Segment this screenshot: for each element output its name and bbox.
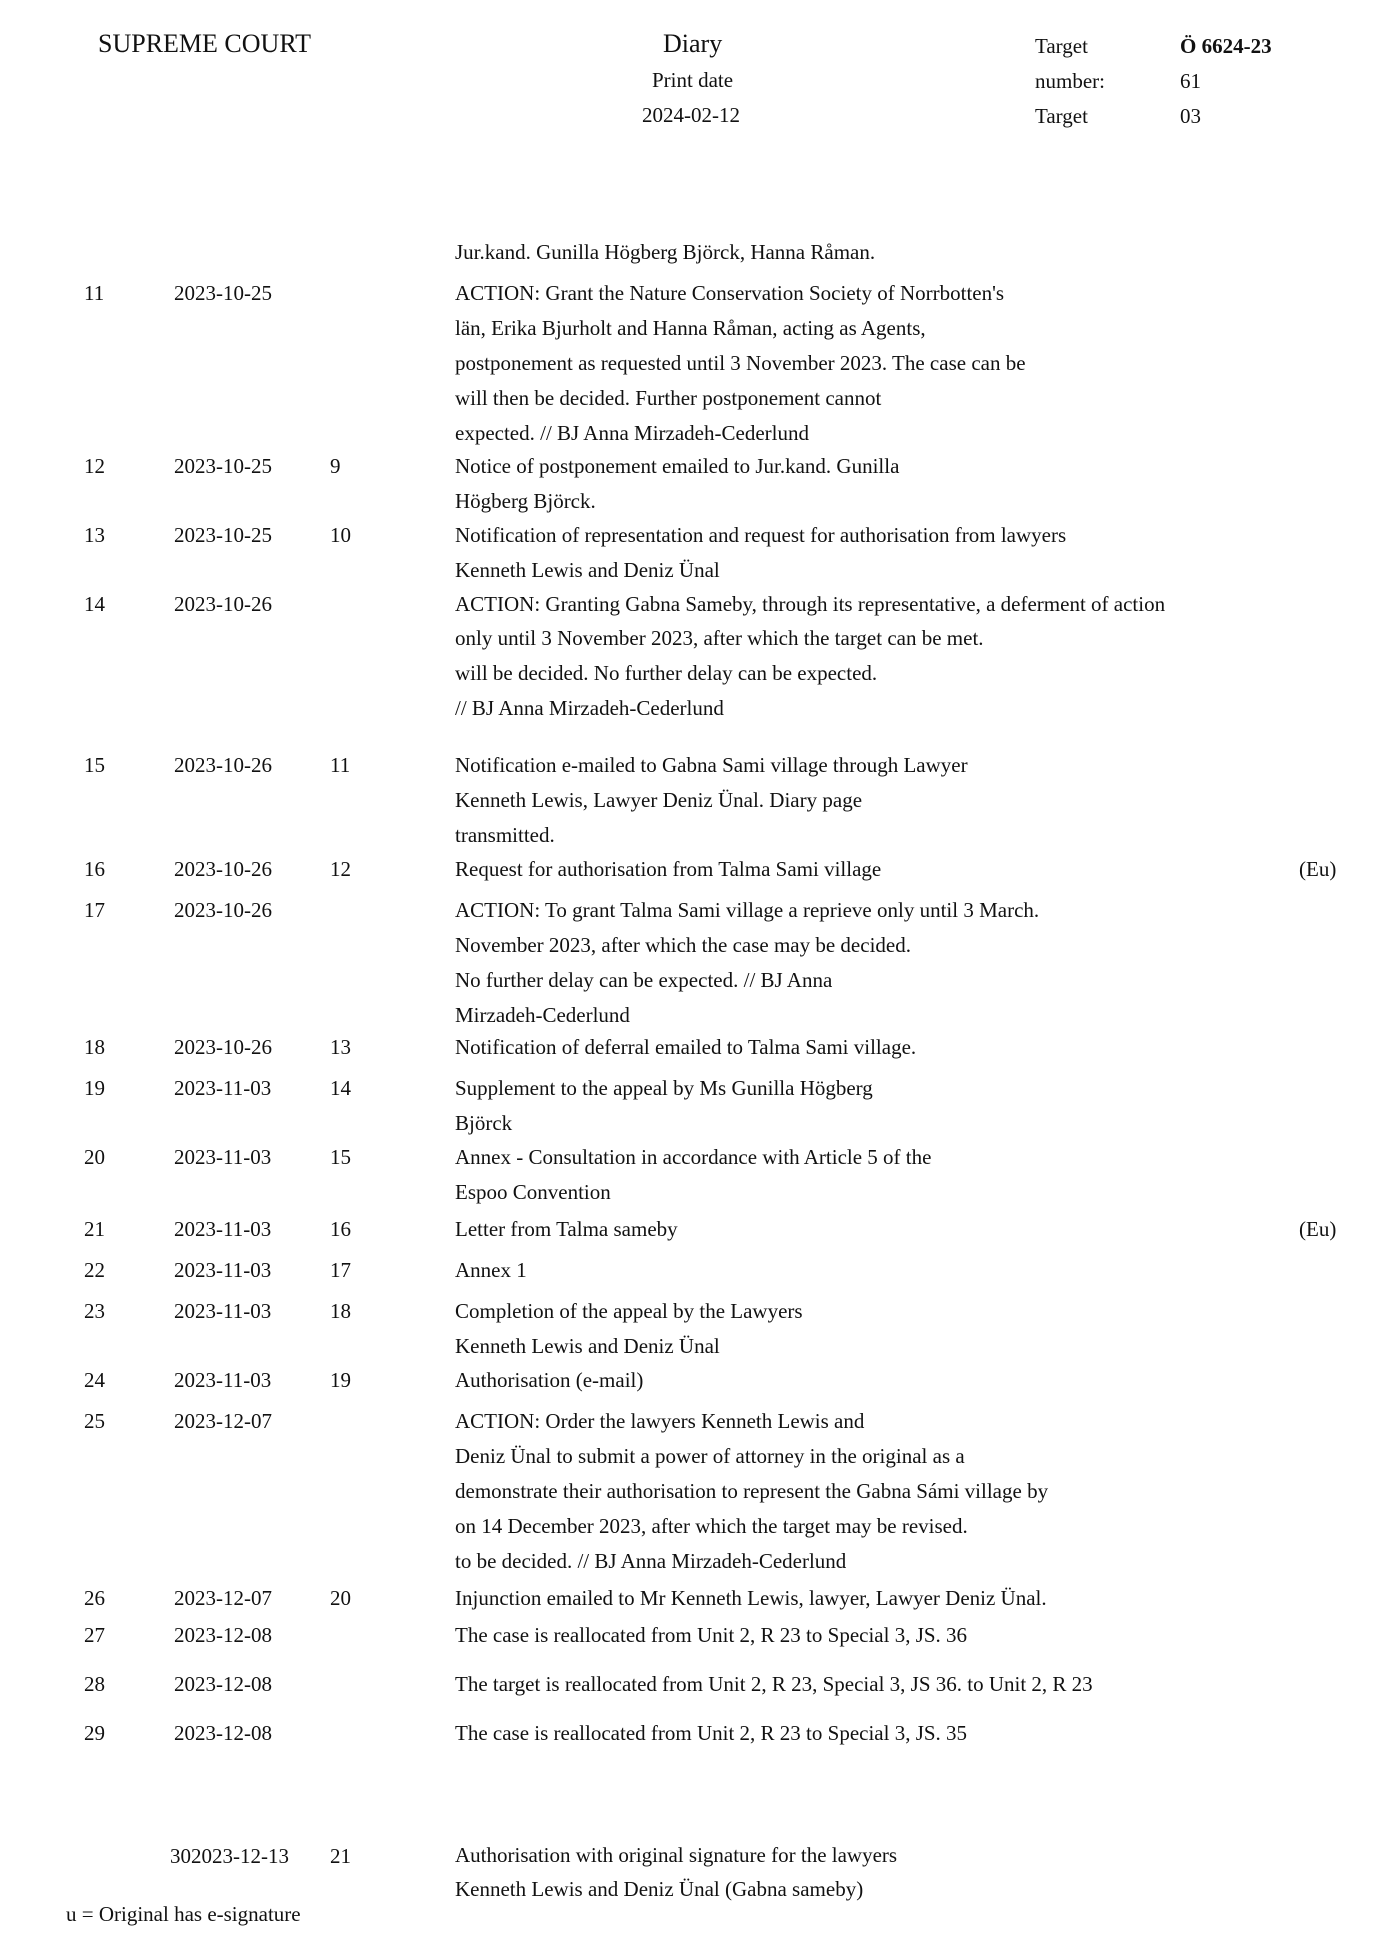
entry-number: 19: [84, 1076, 105, 1100]
entry-number: 20: [84, 1145, 105, 1169]
entry-text: [455, 1294, 1195, 1364]
entry-date: 2023-12-07: [174, 1586, 272, 1610]
entry-text: [455, 1253, 1195, 1288]
entry-text-line: Notification e-mailed to Gabna Sami village through Lawyer: [455, 753, 968, 777]
entry-number: 18: [84, 1035, 105, 1059]
entry-document-number: 19: [330, 1368, 351, 1392]
entry-text-line: November 2023, after which the case may be decided.: [455, 933, 911, 957]
last-entry-doc: 21: [330, 1844, 351, 1868]
entry-text-line: transmitted.: [455, 823, 555, 847]
entry-date: 2023-10-26: [174, 592, 272, 616]
entry-document-number: 20: [330, 1586, 351, 1610]
entry-text-line: Injunction emailed to Mr Kenneth Lewis, lawyer, Lawyer Deniz Ünal.: [455, 1586, 1047, 1610]
entry-text-line: län, Erika Bjurholt and Hanna Råman, acting as Agents,: [455, 316, 926, 340]
entry-text-line: Kenneth Lewis and Deniz Ünal: [455, 558, 720, 582]
entry-number: 27: [84, 1623, 105, 1647]
entry-text: [455, 1667, 1195, 1701]
entry-number: 16: [84, 857, 105, 881]
entry-text: [455, 587, 1195, 726]
entry-number: 23: [84, 1299, 105, 1323]
entry-text-line: The case is reallocated from Unit 2, R 23 to Special 3, JS. 36: [455, 1623, 968, 1647]
entry-document-number: 15: [330, 1145, 351, 1169]
entry-text: [455, 852, 1195, 887]
entry-text: [455, 1363, 1195, 1398]
entry-date: 2023-11-03: [174, 1145, 272, 1169]
entry-text-line: Completion of the appeal by the Lawyers: [455, 1299, 803, 1323]
target-label-2: Target: [1035, 104, 1088, 128]
entry-text: [455, 518, 1195, 588]
entry-document-number: 17: [330, 1258, 351, 1282]
entry-text-line: only until 3 November 2023, after which the target can be met.: [455, 626, 984, 650]
entry-text-line: demonstrate their authorisation to represent the Gabna Sámi village by: [455, 1479, 1049, 1503]
entry-text-line: ACTION: Grant the Nature Conservation Society of Norrbotten's: [455, 281, 1005, 305]
entry-text: [455, 1071, 1195, 1141]
entry-text-line: Supplement to the appeal by Ms Gunilla Högberg: [455, 1076, 873, 1100]
entry-text-line: Letter from Talma sameby: [455, 1217, 678, 1241]
entry-document-number: 10: [330, 523, 351, 547]
entry-number: 26: [84, 1586, 105, 1610]
number-label: number:: [1035, 69, 1105, 93]
entry-number: 25: [84, 1409, 105, 1433]
entry-date: 2023-10-26: [174, 753, 272, 777]
last-entry-number-date: 302023-12-13: [170, 1844, 289, 1868]
entry-text-line: Request for authorisation from Talma Sami village: [455, 857, 882, 881]
entry-text-line: Notification of deferral emailed to Talma Sami village.: [455, 1035, 917, 1059]
entry-text-line: ACTION: Granting Gabna Sameby, through its representative, a deferment of action: [455, 592, 1166, 616]
court-name: SUPREME COURT: [98, 29, 311, 58]
entry-document-number: 12: [330, 857, 351, 881]
entry-number: 14: [84, 592, 105, 616]
entry-number: 29: [84, 1721, 105, 1745]
entry-text: [455, 1212, 1195, 1247]
entry-date: 2023-10-26: [174, 857, 272, 881]
entry-date: 2023-11-03: [174, 1258, 272, 1282]
entry-date: 2023-10-26: [174, 1035, 272, 1059]
entry-date: 2023-10-25: [174, 281, 272, 305]
entry-text: [455, 1716, 1195, 1751]
entry-text: [455, 748, 1195, 853]
entry-date: 2023-10-25: [174, 454, 272, 478]
entry-text-line: // BJ Anna Mirzadeh-Cederlund: [455, 696, 724, 720]
entry-text-line: expected. // BJ Anna Mirzadeh-Cederlund: [455, 421, 809, 445]
entry-number: 12: [84, 454, 105, 478]
entry-document-number: 16: [330, 1217, 351, 1241]
entry-number: 15: [84, 753, 105, 777]
entry-text-line: postponement as requested until 3 November 2023. The case can be: [455, 351, 1026, 375]
entry-document-number: 13: [330, 1035, 351, 1059]
entry-date: 2023-11-03: [174, 1076, 272, 1100]
footer-note: u = Original has e-signature: [66, 1902, 301, 1926]
entry-text: [455, 1140, 1195, 1210]
entry-number: 17: [84, 898, 105, 922]
entry-document-number: 9: [330, 454, 341, 478]
entry-text-line: Annex - Consultation in accordance with Article 5 of the: [455, 1145, 932, 1169]
entry-text-line: Kenneth Lewis, Lawyer Deniz Ünal. Diary page: [455, 788, 863, 812]
entry-date: 2023-11-03: [174, 1217, 272, 1241]
entry-text: [455, 1618, 1195, 1653]
entry-text-line: will be decided. No further delay can be expected.: [455, 661, 878, 685]
entry-document-number: 11: [330, 753, 351, 777]
entry-text: [455, 276, 1195, 451]
entry-number: 28: [84, 1672, 105, 1696]
entry-text: [455, 449, 1195, 519]
entry-text-line: Björck: [455, 1111, 513, 1135]
entry-text-line: Espoo Convention: [455, 1180, 611, 1204]
entry-text: [455, 1404, 1195, 1579]
target-value-2: 03: [1180, 104, 1201, 128]
entry-number: 13: [84, 523, 105, 547]
entry-text-line: The case is reallocated from Unit 2, R 23 to Special 3, JS. 35: [455, 1721, 968, 1745]
last-entry-text-line: Kenneth Lewis and Deniz Ünal (Gabna sameby): [455, 1877, 864, 1901]
entry-signature-mark: (Eu): [1299, 857, 1337, 881]
entry-text: [455, 1030, 1195, 1065]
entry-number: 11: [84, 281, 105, 305]
entry-date: 2023-11-03: [174, 1299, 272, 1323]
target-label: Target: [1035, 34, 1088, 58]
print-date-label: Print date: [652, 68, 734, 92]
entry-text-line: Mirzadeh-Cederlund: [455, 1003, 630, 1027]
entry-date: 2023-12-08: [174, 1672, 272, 1696]
entry-text-line: Authorisation (e-mail): [455, 1368, 644, 1392]
entry-number: 21: [84, 1217, 105, 1241]
print-date: 2024-02-12: [642, 103, 740, 127]
entry-text-line: on 14 December 2023, after which the target may be revised.: [455, 1514, 968, 1538]
entry-text-line: Kenneth Lewis and Deniz Ünal: [455, 1334, 720, 1358]
entry-date: 2023-12-08: [174, 1721, 272, 1745]
entry-text-line: The target is reallocated from Unit 2, R 23, Special 3, JS 36. to Unit 2, R 23: [455, 1672, 1093, 1696]
entry-date: 2023-11-03: [174, 1368, 272, 1392]
document-title: Diary: [663, 29, 723, 58]
entry-document-number: 14: [330, 1076, 351, 1100]
case-number: Ö 6624-23: [1180, 34, 1272, 58]
entry-text: [455, 1581, 1195, 1616]
entry-number: 24: [84, 1368, 105, 1392]
entry-text-line: to be decided. // BJ Anna Mirzadeh-Cederlund: [455, 1549, 847, 1573]
entry-text-line: Högberg Björck.: [455, 489, 596, 513]
entry-number: 22: [84, 1258, 105, 1282]
entry-text-line: Deniz Ünal to submit a power of attorney in the original as a: [455, 1444, 965, 1468]
entry-text-line: Annex 1: [455, 1258, 527, 1282]
entry-document-number: 18: [330, 1299, 351, 1323]
number-value: 61: [1180, 69, 1201, 93]
entry-text: [455, 893, 1195, 1033]
last-entry-text-line: Authorisation with original signature for the lawyers: [455, 1843, 898, 1867]
entry-text-line: Notification of representation and request for authorisation from lawyers: [455, 523, 1067, 547]
entry-text-line: ACTION: Order the lawyers Kenneth Lewis and: [455, 1409, 865, 1433]
entry-text-line: ACTION: To grant Talma Sami village a reprieve only until 3 March.: [455, 898, 1040, 922]
entry-text-line: Notice of postponement emailed to Jur.kand. Gunilla: [455, 454, 900, 478]
entry-preamble: Jur.kand. Gunilla Högberg Björck, Hanna Råman.: [455, 240, 876, 264]
entry-date: 2023-12-08: [174, 1623, 272, 1647]
entry-date: 2023-10-25: [174, 523, 272, 547]
entry-text-line: will then be decided. Further postponement cannot: [455, 386, 882, 410]
entry-text-line: No further delay can be expected. // BJ Anna: [455, 968, 833, 992]
entry-signature-mark: (Eu): [1299, 1217, 1337, 1241]
entry-date: 2023-12-07: [174, 1409, 272, 1433]
entry-date: 2023-10-26: [174, 898, 272, 922]
